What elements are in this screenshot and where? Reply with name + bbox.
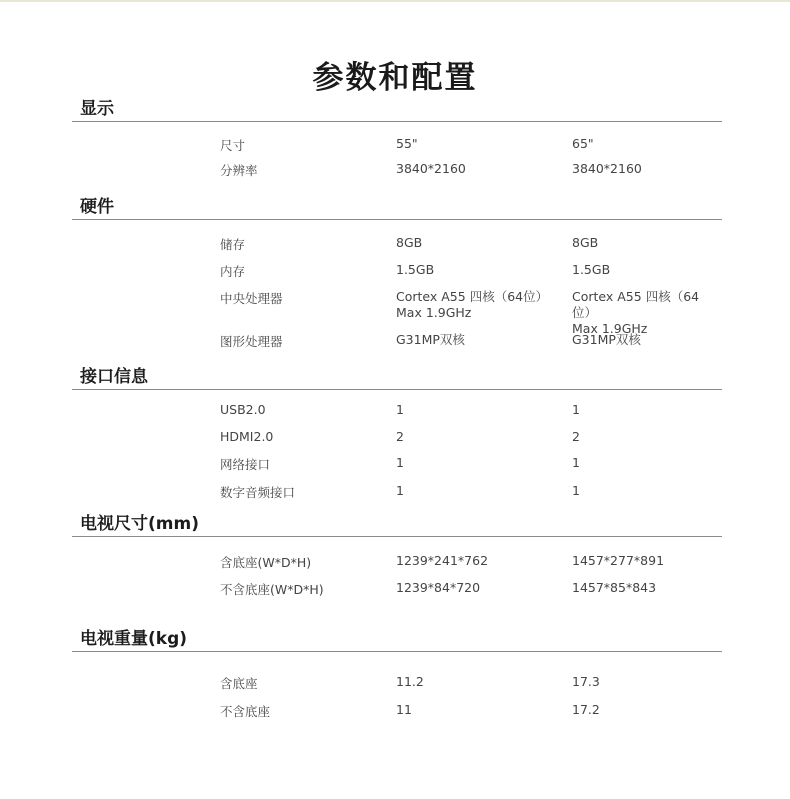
spec-value-55: 1 (396, 455, 404, 470)
spec-label: 含底座 (220, 676, 258, 691)
section-weight (72, 628, 722, 723)
spec-label: 不含底座 (220, 704, 271, 719)
spec-value-65: 2 (572, 429, 580, 444)
section-dimensions (72, 513, 722, 603)
spec-label: USB2.0 (220, 402, 266, 417)
spec-value-65: 1 (572, 402, 580, 417)
spec-value-55: 55" (396, 136, 418, 151)
spec-value-55: 8GB (396, 235, 423, 250)
page-title: 参数和配置 (312, 60, 478, 96)
spec-value-55: 3840*2160 (396, 161, 466, 176)
section-divider (72, 219, 722, 220)
spec-label: 含底座(W*D*H) (220, 555, 312, 570)
spec-label: 储存 (220, 237, 246, 252)
spec-label: 尺寸 (220, 138, 246, 153)
spec-label: HDMI2.0 (220, 429, 274, 444)
spec-value-65: 8GB (572, 235, 599, 250)
section-divider (72, 389, 722, 390)
section-divider (72, 536, 722, 537)
spec-value-55: 11.2 (396, 674, 424, 689)
spec-value-65: 1.5GB (572, 262, 611, 277)
section-divider (72, 121, 722, 122)
spec-value-55: 1239*241*762 (396, 553, 489, 568)
spec-label: 内存 (220, 264, 246, 279)
spec-value-55: 2 (396, 429, 404, 444)
spec-label: 数字音频接口 (220, 485, 296, 500)
spec-value-65: 17.3 (572, 674, 600, 689)
spec-value-65: 1 (572, 455, 580, 470)
spec-value-55: 11 (396, 702, 412, 717)
section-title: 接口信息 (80, 367, 148, 387)
section-divider (72, 651, 722, 652)
spec-value-65: G31MP双核 (572, 332, 641, 347)
spec-value-55: 1 (396, 402, 404, 417)
spec-label: 中央处理器 (220, 291, 283, 306)
section-title: 硬件 (80, 197, 114, 217)
spec-value-65: 1457*85*843 (572, 580, 657, 595)
spec-value-65: 3840*2160 (572, 161, 642, 176)
section-interfaces (72, 366, 722, 506)
section-display (72, 98, 722, 178)
section-title: 显示 (80, 99, 114, 119)
section-title: 电视尺寸(mm) (80, 514, 199, 534)
spec-value-55: 1 (396, 483, 404, 498)
spec-value-55: Cortex A55 四核（64位） Max 1.9GHz (396, 289, 549, 320)
spec-value-65: Cortex A55 四核（64位） Max 1.9GHz (572, 289, 700, 336)
spec-value-65: 1 (572, 483, 580, 498)
spec-value-65: 65" (572, 136, 594, 151)
spec-value-65: 1457*277*891 (572, 553, 665, 568)
spec-label: 分辨率 (220, 163, 258, 178)
spec-label: 图形处理器 (220, 334, 283, 349)
spec-label: 不含底座(W*D*H) (220, 582, 324, 597)
spec-value-55: 1239*84*720 (396, 580, 481, 595)
spec-value-55: G31MP双核 (396, 332, 465, 347)
top-rule (0, 0, 790, 2)
spec-value-65: 17.2 (572, 702, 600, 717)
section-hardware (72, 196, 722, 356)
spec-label: 网络接口 (220, 457, 271, 472)
spec-value-55: 1.5GB (396, 262, 435, 277)
section-title: 电视重量(kg) (80, 629, 188, 649)
